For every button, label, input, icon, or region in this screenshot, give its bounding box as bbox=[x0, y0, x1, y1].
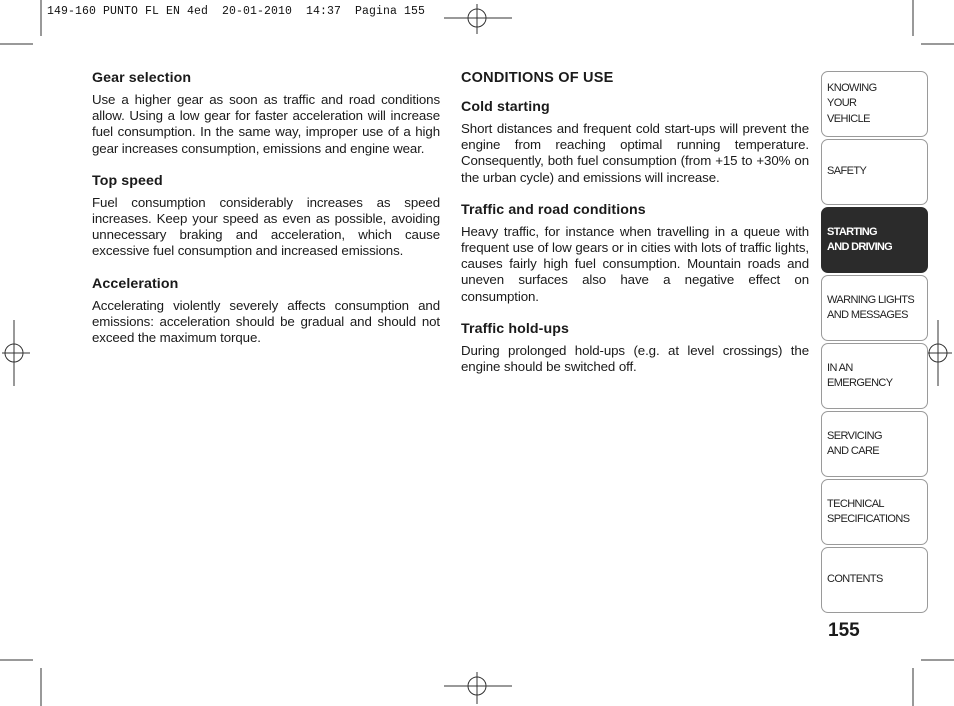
tab-warning-lights-and-messages[interactable] bbox=[821, 275, 928, 341]
tab-knowing-your-vehicle[interactable] bbox=[821, 71, 928, 137]
tab-label-line: KNOWING bbox=[827, 81, 877, 94]
tab-contents[interactable] bbox=[821, 547, 928, 613]
section-heading: Traffic hold-ups bbox=[461, 320, 570, 337]
left-column bbox=[92, 70, 440, 362]
tab-safety[interactable] bbox=[821, 139, 928, 205]
section-body: Use a higher gear as soon as traffic and road conditions allow. Using a low gear for faster acceleration will increase fuel consumption. In the same way, improper use of a high gear increases consumption, emissions and engine wear. bbox=[92, 92, 440, 156]
tab-label-line: AND MESSAGES bbox=[827, 309, 908, 321]
tab-label-line: SAFETY bbox=[827, 165, 867, 178]
section-traffic-hold-ups bbox=[461, 321, 809, 375]
section-acceleration bbox=[92, 276, 440, 347]
section-traffic-road-conditions bbox=[461, 202, 809, 305]
tab-label-line: EMERGENCY bbox=[827, 377, 893, 389]
tab-label-line: AND DRIVING bbox=[827, 241, 893, 253]
tab-starting-and-driving[interactable] bbox=[821, 207, 928, 273]
section-body: During prolonged hold-ups (e.g. at level crossings) the engine should be switched off. bbox=[461, 342, 809, 375]
registration-mark-bottom bbox=[444, 672, 512, 704]
right-column bbox=[461, 70, 809, 391]
tab-technical-specifications[interactable] bbox=[821, 479, 928, 545]
tab-label-line: SERVICING bbox=[827, 429, 882, 442]
section-body: Heavy traffic, for instance when travelling in a queue with frequent use of low gears or in cities with lots of traffic lights, causes fairly high fuel consumption. Mountain roads and uneven surfaces also have a negative effect on consumption. bbox=[461, 223, 809, 304]
section-heading: Gear selection bbox=[92, 70, 192, 86]
tab-label-line: WARNING LIGHTS bbox=[827, 293, 915, 306]
registration-mark-right bbox=[926, 320, 952, 386]
registration-mark-top bbox=[444, 4, 512, 34]
section-body: Short distances and frequent cold start-ups will prevent the engine from reaching optimal running temperature. Consequently, both fuel consumption (from +15 to +30% on the urban cycle) and emissions will increase. bbox=[461, 121, 809, 185]
section-cold-starting bbox=[461, 99, 809, 186]
section-heading: Traffic and road conditions bbox=[461, 201, 646, 218]
section-heading: Cold starting bbox=[461, 99, 550, 115]
print-slug: 149-160 PUNTO FL EN 4ed 20-01-2010 14:37 Pagina 155 bbox=[47, 5, 426, 18]
chapter-tabs bbox=[821, 71, 928, 615]
tab-label-line: CONTENTS bbox=[827, 573, 883, 586]
registration-mark-left bbox=[2, 320, 30, 386]
tab-label-line: IN AN bbox=[827, 361, 853, 374]
section-body: Accelerating violently severely affects consumption and emissions: acceleration should be gradual and should not exceed the maximum torque. bbox=[92, 297, 440, 346]
tab-label-line: STARTING bbox=[827, 225, 877, 238]
tab-label-line: TECHNICAL bbox=[827, 497, 884, 510]
section-heading: Acceleration bbox=[92, 275, 179, 292]
page-number: 155 bbox=[828, 620, 860, 641]
tab-label-line: SPECIFICATIONS bbox=[827, 513, 910, 525]
tab-servicing-and-care[interactable] bbox=[821, 411, 928, 477]
tab-label-line: VEHICLE bbox=[827, 112, 870, 125]
column-title: CONDITIONS OF USE bbox=[461, 70, 614, 86]
section-top-speed bbox=[92, 173, 440, 260]
tab-label-line: YOUR bbox=[827, 97, 857, 110]
tab-in-an-emergency[interactable] bbox=[821, 343, 928, 409]
section-body: Fuel consumption considerably increases as speed increases. Keep your speed as even as possible, avoiding unnecessary braking and acceleration, which cause excessive fuel consumption and increased emissions. bbox=[92, 194, 440, 259]
section-gear-selection bbox=[92, 70, 440, 157]
tab-label-line: AND CARE bbox=[827, 445, 880, 457]
section-heading: Top speed bbox=[92, 172, 163, 189]
